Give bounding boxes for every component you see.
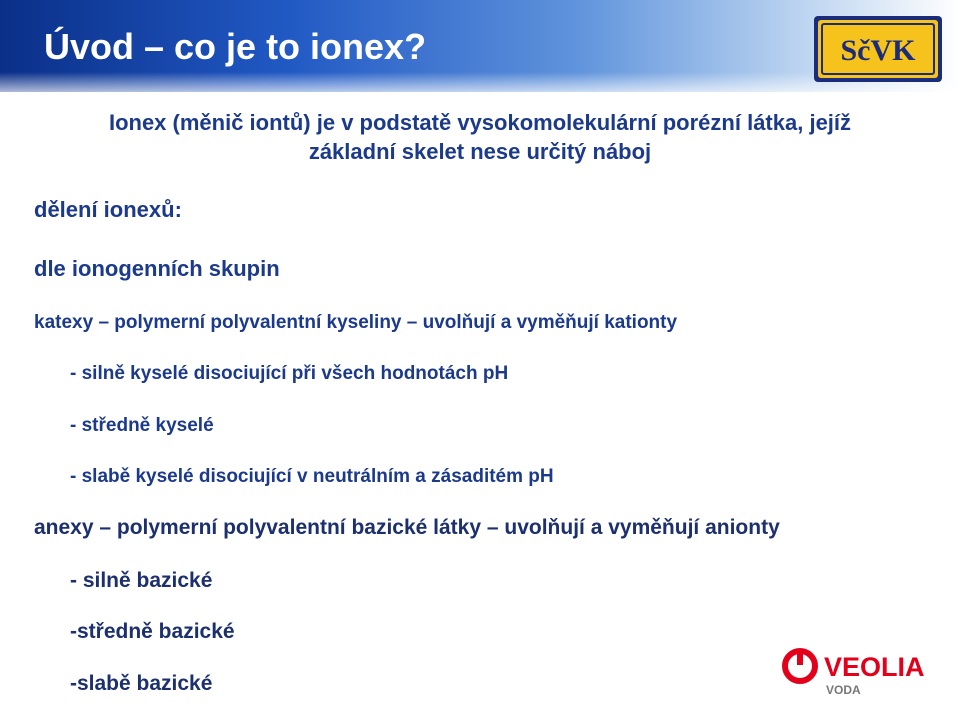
cation-item-weak: - slabě kyselé disociující v neutrálním a zásaditém pH <box>70 466 554 487</box>
division-heading: dělení ionexů: <box>34 197 182 222</box>
intro-paragraph <box>30 108 930 166</box>
scvk-logo <box>814 16 942 82</box>
anion-item-weak: -slabě bazické <box>70 672 213 695</box>
anion-item-strong: - silně bazické <box>70 569 213 592</box>
sub-heading: dle ionogenních skupin <box>34 256 280 281</box>
scvk-logo-text: SčVK <box>840 34 916 67</box>
page-title: Úvod – co je to ionex? <box>44 26 427 67</box>
anion-item-medium: -středně bazické <box>70 620 235 643</box>
anion-exchangers-line: anexy – polymerní polyvalentní bazické látky – uvolňují a vyměňují anionty <box>34 516 780 539</box>
cation-item-medium: - středně kyselé <box>70 415 214 436</box>
intro-line-2: základní skelet nese určitý náboj <box>308 139 652 164</box>
veolia-logo-text: VEOLIA <box>824 652 925 682</box>
cation-item-strong: - silně kyselé disociující při všech hodnotách pH <box>70 363 509 384</box>
intro-line-1: Ionex (měnič iontů) je v podstatě vysokomolekulární porézní látka, jejíž <box>108 110 852 135</box>
veolia-logo-subtext: VODA <box>826 683 861 697</box>
cation-exchangers-line: katexy – polymerní polyvalentní kyseliny – uvolňují a vyměňují kationty <box>34 312 678 333</box>
veolia-logo <box>780 644 940 700</box>
